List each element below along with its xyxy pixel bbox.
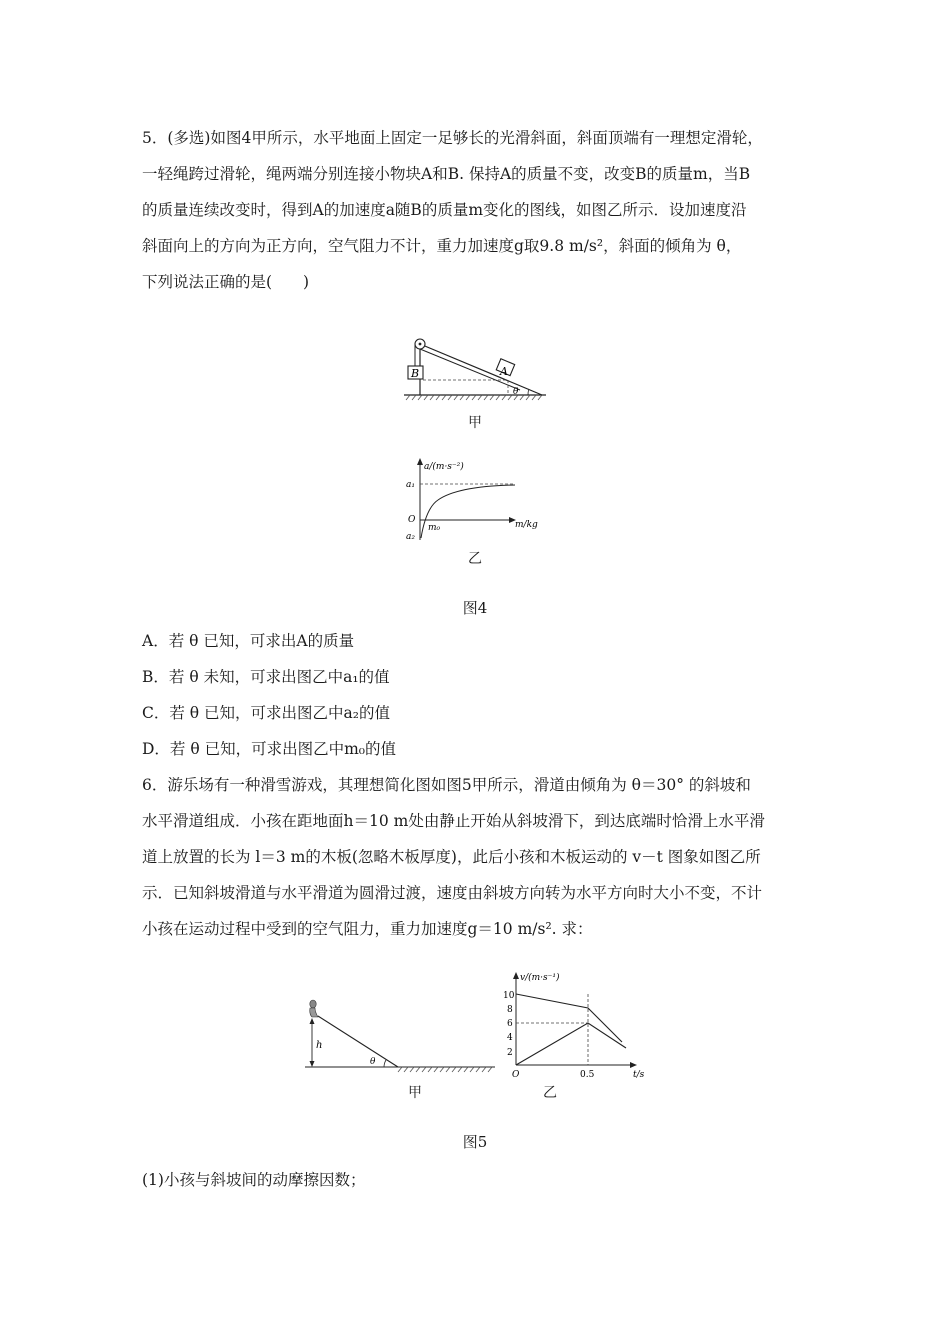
child-figure [310,1000,318,1017]
ytick-10: 10 [503,991,515,1001]
q6-line-5: 小孩在运动过程中受到的空气阻力，重力加速度g＝10 m/s². 求： [142,920,593,938]
ytick-8: 8 [507,1005,513,1015]
q5-option-c: C．若 θ 已知，可求出图乙中a₂的值 [142,704,391,722]
ground-hatch [398,1067,492,1072]
ytick-6: 6 [507,1019,513,1029]
fig5-slope-diagram [300,998,500,1080]
ytick-4: 4 [507,1033,513,1043]
y-axis-label: v/(m·s⁻¹) [520,973,560,983]
q6-line-4: 示．已知斜坡滑道与水平滑道为圆滑过渡，速度由斜坡方向转为水平方向时大小不变，不计 [142,884,763,902]
q5-line-5: 下列说法正确的是( ) [142,273,310,291]
xtick-0.5: 0.5 [580,1070,595,1080]
fig5-jia-caption: 甲 [408,1085,422,1101]
fig5-caption: 图5 [462,1133,488,1151]
fig4-yi-caption: 乙 [468,551,482,567]
a2-label: a₂ [406,532,415,542]
fig4-incline-diagram [400,330,550,410]
a1-label: a₁ [406,480,415,490]
q5-option-a: A．若 θ 已知，可求出A的质量 [142,632,355,650]
block-a-label: A [500,365,508,378]
q5-option-b: B．若 θ 未知，可求出图乙中a₁的值 [142,668,390,686]
q5-line-3: 的质量连续改变时，得到A的加速度a随B的质量m变化的图线，如图乙所示．设加速度沿 [142,201,747,219]
fig4-jia-caption: 甲 [468,415,482,431]
q6-line-3: 道上放置的长为 l＝3 m的木板(忽略木板厚度)，此后小孩和木板运动的 v－t 图象如图乙所 [142,848,761,866]
fig4-a-m-graph [400,456,550,548]
fig5-yi-caption: 乙 [543,1085,557,1101]
y-axis-label: a/(m·s⁻²) [424,462,464,472]
ytick-2: 2 [507,1048,513,1058]
q5-line-4: 斜面向上的方向为正方向，空气阻力不计，重力加速度g取9.8 m/s²，斜面的倾角为 θ， [142,237,742,255]
h-label: h [316,1040,323,1051]
x-axis-label: m/kg [515,520,538,530]
fig5-v-t-graph [500,968,650,1082]
block-b-label: B [411,367,420,380]
m0-label: m₀ [428,523,441,533]
q6-line-1: 6．游乐场有一种滑雪游戏，其理想简化图如图5甲所示，滑道由倾角为 θ＝30° 的斜坡和 [142,776,751,794]
angle-theta-label: θ [513,387,519,397]
origin-label: O [408,515,416,525]
slope-line [318,1016,398,1067]
q5-option-d: D．若 θ 已知，可求出图乙中m₀的值 [142,740,397,758]
q6-sub-1: (1)小孩与斜坡间的动摩擦因数； [142,1171,366,1189]
q5-line-1: 5．(多选)如图4甲所示，水平地面上固定一足够长的光滑斜面，斜面顶端有一理想定滑轮， [142,129,763,147]
angle-theta-label: θ [370,1057,376,1067]
x-axis-label: t/s [633,1070,645,1080]
ground-hatch [406,395,542,400]
origin-label: O [512,1070,520,1080]
incline-slope [420,344,542,395]
q6-line-2: 水平滑道组成．小孩在距地面h＝10 m处由静止开始从斜坡滑下，到达底端时恰滑上水平滑 [142,812,765,830]
fig4-caption: 图4 [462,599,488,617]
q5-line-2: 一轻绳跨过滑轮，绳两端分别连接小物块A和B. 保持A的质量不变，改变B的质量m，当B [142,165,751,183]
